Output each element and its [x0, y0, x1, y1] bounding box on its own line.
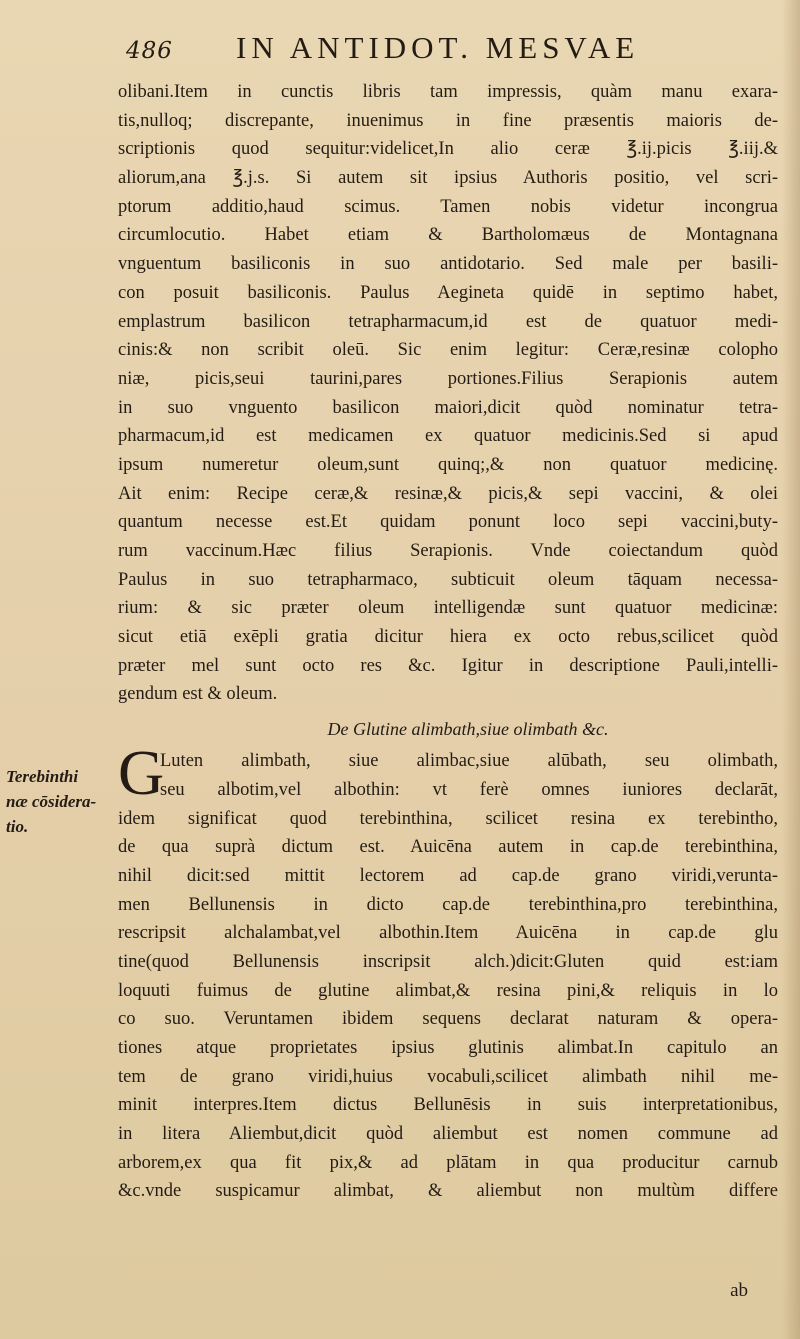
text-line: loquuti fuimus de glutine alimbat,& resina pini,& reliquis in lo	[118, 980, 778, 1001]
marginal-note-line: næ cōsidera-	[6, 792, 97, 811]
text-line: in litera Aliembut,dicit quòd aliembut est nomen commune ad	[118, 1124, 778, 1145]
text-line: rescripsit alchalambat,vel albothin.Item Auicēna in cap.de glu	[118, 923, 778, 944]
text-line: rium: & sic præter oleum intelligendæ sunt quatuor medicinæ:	[118, 598, 778, 619]
marginal-note	[6, 764, 116, 839]
text-line: minit interpres.Item dictus Bellunēsis in suis interpretationibus,	[118, 1095, 778, 1116]
text-line: rum vaccinum.Hæc filius Serapionis. Vnde coiectandum quòd	[118, 541, 778, 561]
text-line: olibani.Item in cunctis libris tam impressis, quàm manu exara-	[118, 82, 778, 102]
text-line: nihil dicit:sed mittit lectorem ad cap.de grano viridi,verunta-	[118, 865, 778, 886]
marginal-note-line: tio.	[6, 817, 29, 836]
text-line: pharmacum,id est medicamen ex quatuor medicinis.Sed si apud	[118, 426, 778, 447]
body-text	[118, 78, 778, 1206]
text-line: tiones atque proprietates ipsius glutinis alimbat.In capitulo an	[118, 1038, 778, 1058]
text-line: Paulus in suo tetrapharmaco, subticuit oleum tāquam necessa-	[118, 569, 778, 590]
drop-cap-initial: G	[118, 737, 165, 808]
marginal-note-line: Terebinthi	[6, 767, 79, 786]
running-head	[0, 30, 800, 74]
text-line: ptorum additio,haud scimus. Tamen nobis videtur incongrua	[118, 196, 778, 217]
text-line: ipsum numeretur oleum,sunt quinq;,& non quatuor medicinę.	[118, 454, 778, 475]
text-line: tis,nulloq; discrepante, inuenimus in fine præsentis maioris de-	[118, 110, 778, 131]
text-line: niæ, picis,seui taurini,pares portiones.Filius Serapionis autem	[118, 368, 778, 389]
text-line: &c.vnde suspicamur alimbat, & aliembut non multùm differe	[118, 1181, 778, 1202]
text-line: arborem,ex qua fit pix,& ad plātam in qua producitur carnub	[118, 1152, 778, 1173]
text-line: Ait enim: Recipe ceræ,& resinæ,& picis,& sepi vaccini, & olei	[118, 483, 778, 504]
text-line: seu albotim,vel albothin: vt ferè omnes iuniores declarāt,	[160, 779, 778, 800]
text-line: co suo. Veruntamen ibidem sequens declarat naturam & opera-	[118, 1009, 778, 1030]
text-line: Luten alimbath, siue alimbac,siue alūbath, seu olimbath,	[160, 751, 778, 772]
text-line: gendum est & oleum.	[118, 684, 278, 705]
text-line: in suo vnguento basilicon maiori,dicit quòd nominatur tetra-	[118, 397, 778, 418]
text-line: tine(quod Bellunensis inscripsit alch.)dicit:Gluten quid est:iam	[118, 951, 778, 972]
text-line: con posuit basiliconis. Paulus Aegineta quidē in septimo habet,	[118, 282, 778, 303]
text-line: cinis:& non scribit oleū. Sic enim legitur: Ceræ,resinæ colopho	[118, 340, 778, 361]
text-line: idem significat quod terebinthina, scilicet resina ex terebintho,	[118, 808, 778, 829]
text-line: de qua suprà dictum est. Auicēna autem in cap.de terebinthina,	[118, 837, 778, 858]
text-line: scriptionis quod sequitur:videlicet,In alio ceræ ℥.ij.picis ℥.iij.&	[118, 139, 778, 160]
page-edge-shadow	[782, 0, 800, 1339]
text-line: emplastrum basilicon tetrapharmacum,id est de quatuor medi-	[118, 311, 778, 332]
text-line: aliorum,ana ℥.j.s. Si autem sit ipsius Authoris positio, vel scri-	[118, 168, 778, 189]
text-line: men Bellunensis in dicto cap.de terebinthina,pro terebinthina,	[118, 894, 778, 915]
page-number: 486	[126, 38, 173, 64]
section-heading: De Glutine alimbath,siue olimbath &c.	[327, 719, 609, 740]
text-line: tem de grano viridi,huius vocabuli,scilicet alimbath nihil me-	[118, 1066, 778, 1087]
text-line: quantum necesse est.Et quidam ponunt loco sepi vaccini,buty-	[118, 512, 778, 533]
running-head-title: IN ANTIDOT. MESVAE	[236, 30, 640, 65]
text-line: præter mel sunt octo res &c. Igitur in descriptione Pauli,intelli-	[118, 655, 778, 676]
text-line: sicut etiā exēpli gratia dicitur hiera ex octo rebus,scilicet quòd	[118, 627, 778, 648]
text-line: circumlocutio. Habet etiam & Bartholomæus de Montagnana	[118, 225, 778, 246]
text-line: vnguentum basiliconis in suo antidotario. Sed male per basili-	[118, 254, 778, 275]
catchword: ab	[730, 1280, 748, 1301]
